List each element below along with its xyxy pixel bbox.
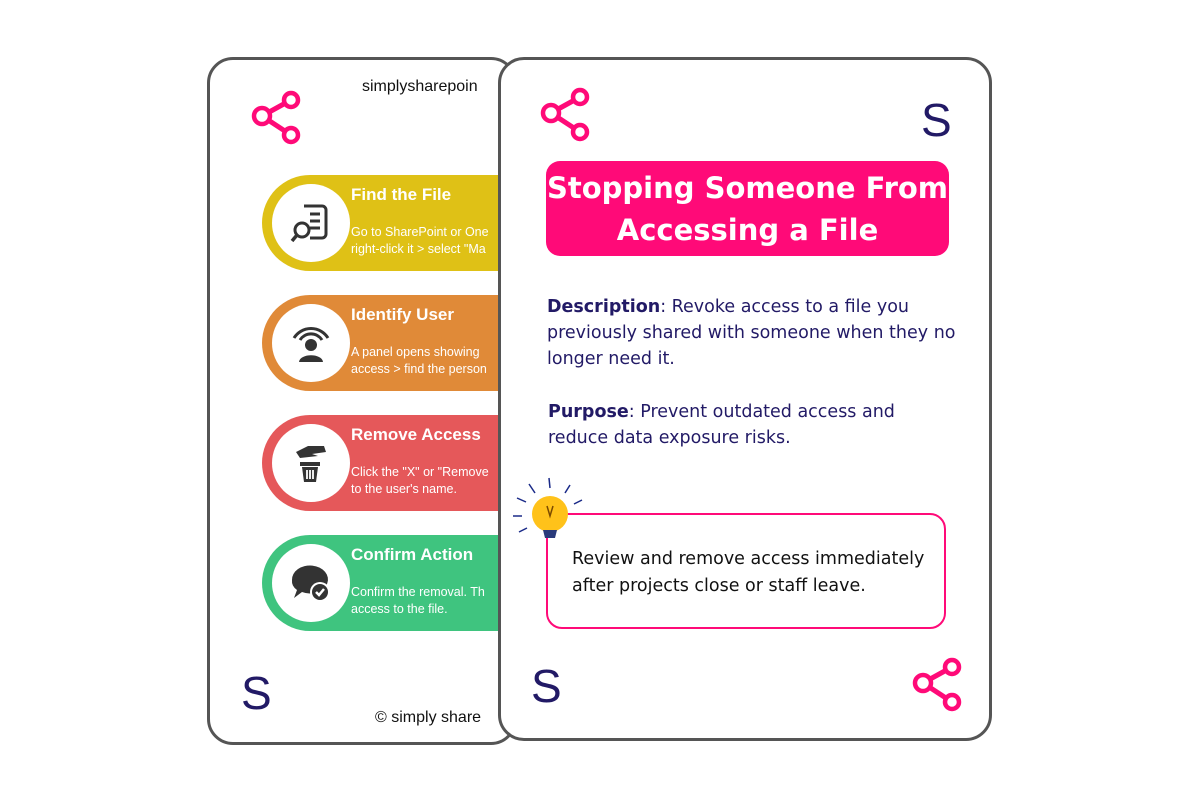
tip-text: Review and remove access immediately after projects close or staff leave.: [572, 549, 925, 596]
copyright-text: © simply share: [375, 709, 482, 726]
document-search-icon: [288, 200, 334, 246]
tip-box: [546, 513, 946, 629]
step-desc: Click the "X" or "Remove to the user's name.: [351, 465, 489, 496]
purpose-label: Purpose: [548, 402, 629, 422]
card-title: Stopping Someone From Accessing a File: [546, 161, 949, 256]
chat-check-icon: [288, 560, 334, 606]
site-name-top: simplysharepoin: [362, 78, 478, 95]
purpose-paragraph: [548, 399, 960, 451]
step-confirm-action: [262, 535, 517, 631]
description-text: : Revoke access to a file you previously shared with someone when they no longer need it.: [547, 297, 956, 369]
front-card: [498, 57, 992, 741]
share-icon: [909, 657, 969, 717]
step-find-file: [262, 175, 517, 271]
share-icon: [248, 90, 308, 150]
step-desc: Confirm the removal. Th access to the file.: [351, 585, 485, 616]
step-icon-circle: [272, 184, 350, 262]
step-title: Identify User: [351, 305, 454, 324]
back-card: [207, 57, 517, 745]
step-icon-circle: [272, 304, 350, 382]
step-identify-user: [262, 295, 517, 391]
step-icon-circle: [272, 544, 350, 622]
description-paragraph: [547, 294, 959, 372]
s-logo-letter: S: [531, 660, 562, 712]
step-title: Confirm Action: [351, 545, 474, 564]
step-title: Find the File: [351, 185, 452, 204]
description-label: Description: [547, 297, 661, 317]
purpose-text: : Prevent outdated access and reduce data exposure risks.: [548, 402, 895, 448]
s-logo-letter: S: [921, 94, 952, 146]
step-desc: Go to SharePoint or One right-click it > select "Ma: [351, 225, 489, 256]
step-title: Remove Access: [351, 425, 481, 444]
user-wifi-icon: [288, 320, 334, 366]
s-logo-letter: S: [241, 667, 272, 719]
step-remove-access: [262, 415, 517, 511]
hand-trash-icon: [288, 440, 334, 486]
share-icon: [537, 87, 597, 147]
lightbulb-icon: [509, 472, 593, 556]
step-desc: A panel opens showing access > find the person: [351, 345, 487, 376]
step-icon-circle: [272, 424, 350, 502]
